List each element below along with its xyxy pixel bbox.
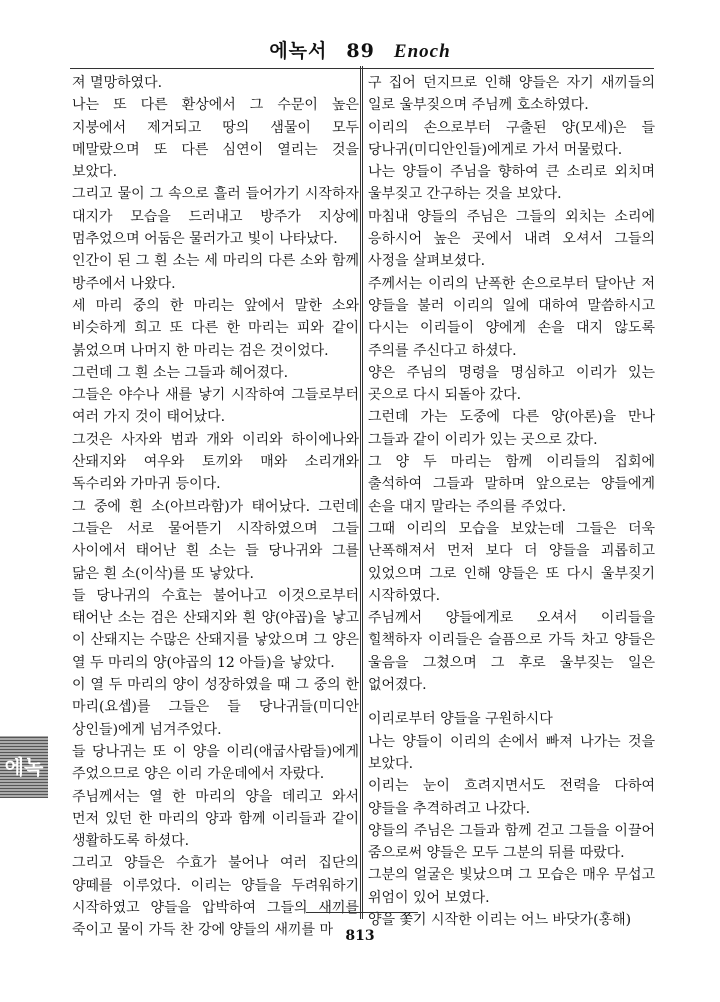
paragraph: 이리는 눈이 흐려지면서도 전력을 다하여 양들을 추격하려고 나갔다. xyxy=(368,778,655,817)
book-title-english: Enoch xyxy=(393,41,451,62)
book-thumb-tab: 에녹 xyxy=(0,736,48,798)
paragraph: 나는 양들이 주님을 향하여 큰 소리로 외치며 울부짖고 간구하는 것을 보았다. xyxy=(368,164,655,203)
paragraph: 주께서는 이리의 난폭한 손으로부터 달아난 저 양들을 불러 이리의 일에 대하여 말씀하시고 다시는 이리들이 양에게 손을 대지 않도록 주의를 주신다고 하셨다. xyxy=(368,275,655,359)
paragraph: 그들은 야수나 새를 낳기 시작하여 그들로부터 여러 가지 것이 태어났다. xyxy=(72,387,359,426)
paragraph: 양들의 주님은 그들과 함께 걷고 그들을 이끌어 줌으로써 양들은 모두 그분의 뒤를 따랐다. xyxy=(368,822,655,862)
footer-rule xyxy=(306,912,418,913)
paragraph: 그런데 그 흰 소는 그들과 헤어졌다. xyxy=(72,364,289,381)
running-header xyxy=(0,36,720,63)
paragraph: 이 열 두 마리의 양이 성장하였을 때 그 중의 한 마리(요셉)를 그들은 들 당나귀들(미디안 상인들)에게 넘겨주었다. xyxy=(72,677,359,738)
paragraph: 져 멸망하였다. xyxy=(72,75,163,91)
paragraph: 그런데 가는 도중에 다른 양(아론)을 만나 그들과 같이 이리가 있는 곳으로 갔다. xyxy=(368,409,655,448)
paragraph: 그 중에 흰 소(아브라함)가 태어났다. 그런데 그들은 서로 물어뜯기 시작하였으며 그들 사이에서 태어난 흰 소는 들 당나귀와 그를 닮은 흰 소(이삭)를 또 낳았다. xyxy=(72,498,359,582)
paragraph: 그때 이리의 모습을 보았는데 그들은 더욱 난폭해져서 먼저 보다 더 양들을 괴롭히고 있었으며 그로 인해 양들은 또 다시 울부짖기 시작하였다. xyxy=(368,520,655,604)
paragraph: 구 집어 던지므로 인해 양들은 자기 새끼들의 일로 울부짖으며 주님께 호소하였다. xyxy=(368,75,655,114)
column-divider xyxy=(360,66,363,919)
paragraph: 주님께서는 열 한 마리의 양을 데리고 와서 먼저 있던 한 마리의 양과 함께 이리들과 같이 생활하도록 하셨다. xyxy=(72,788,359,850)
paragraph: 이리의 손으로부터 구출된 양(모세)은 들 당나귀(미디안인들)에게로 가서 머물렀다. xyxy=(368,119,655,158)
paragraph: 주님께서 양들에게로 오셔서 이리들을 힐책하자 이리들은 슬픔으로 가득 차고 양들은 울음을 그쳤으며 그 후로 울부짖는 일은 없어졌다. xyxy=(368,610,655,694)
paragraph: 인간이 된 그 흰 소는 세 마리의 다른 소와 함께 방주에서 나왔다. xyxy=(72,253,359,292)
paragraph: 그 양 두 마리는 함께 이리들의 집회에 출석하여 그들과 말하며 앞으로는 양들에게 손을 대지 말라는 주의를 주었다. xyxy=(368,454,655,515)
paragraph: 나는 양들이 이리의 손에서 빠져 나가는 것을 보았다. xyxy=(368,733,655,772)
paragraph: 그리고 물이 그 속으로 흘러 들어가기 시작하자 대지가 모습을 드러내고 방주가 지상에 멈추었으며 어둠은 물러가고 빛이 나타났다. xyxy=(72,186,359,248)
paragraph: 세 마리 중의 한 마리는 앞에서 말한 소와 비슷하게 희고 또 다른 한 마리는 피와 같이 붉었으며 나머지 한 마리는 검은 것이었다. xyxy=(72,297,359,359)
paragraph: 양은 주님의 명령을 명심하고 이리가 있는 곳으로 다시 되돌아 갔다. xyxy=(368,364,655,404)
left-column xyxy=(72,72,359,942)
section-subheading: 이리로부터 양들을 구원하시다 xyxy=(368,711,553,728)
paragraph: 그것은 사자와 범과 개와 이리와 하이에나와 산돼지와 여우와 토끼와 매와 소리개와 독수리와 가마귀 등이다. xyxy=(72,431,359,493)
book-title: 에녹서 xyxy=(269,40,328,62)
paragraph: 그분의 얼굴은 빛났으며 그 모습은 매우 무섭고 위엄이 있어 보였다. xyxy=(368,867,655,906)
page-number: 813 xyxy=(345,928,375,944)
paragraph: 그리고 양들은 수효가 불어나 여러 집단의 양떼를 이루었다. 이리는 양들을 두려워하기 시작하였고 양들을 압박하여 그들의 새끼를 죽이고 물이 가득 찬 강에 양들의 새끼를 마 xyxy=(72,855,359,939)
paragraph: 들 당나귀는 또 이 양을 이리(애굽사람들)에게 주었으므로 양은 이리 가운데에서 자랐다. xyxy=(72,743,359,783)
right-column xyxy=(368,72,655,931)
chapter-number: 89 xyxy=(346,40,375,62)
paragraph: 들 당나귀의 수효는 불어나고 이것으로부터 태어난 소는 검은 산돼지와 흰 양(야곱)을 낳고 이 산돼지는 수많은 산돼지를 낳았으며 그 양은 열 두 마리의 양(야곱의 12 아들)을 낳았다. xyxy=(72,587,359,671)
paragraph: 양을 쫓기 시작한 이리는 어느 바닷가(홍해) xyxy=(368,911,632,928)
paragraph: 나는 또 다른 환상에서 그 수문이 높은 지붕에서 제거되고 땅의 샘물이 모두 메말랐으며 또 다른 심연이 열리는 것을 보았다. xyxy=(72,97,359,181)
paragraph: 마침내 양들의 주님은 그들의 외치는 소리에 응하시어 높은 곳에서 내려 오셔서 그들의 사정을 살펴보셨다. xyxy=(368,208,655,270)
